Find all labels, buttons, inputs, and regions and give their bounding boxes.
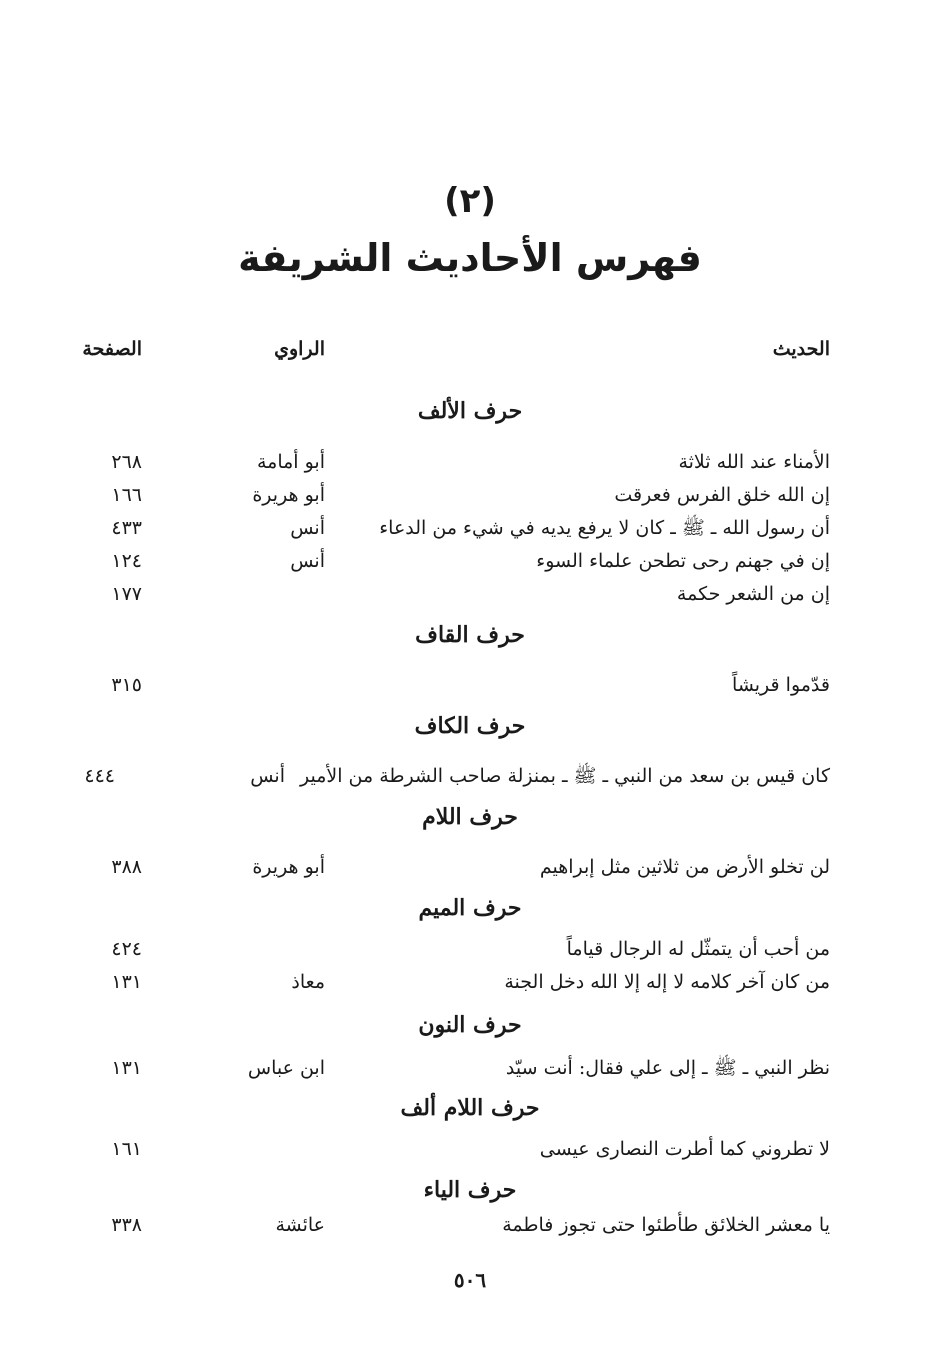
column-header-page: الصفحة <box>82 338 142 360</box>
section-heading-nun: حرف النون <box>418 1012 522 1038</box>
index-title: فهرس الأحاديث الشريفة <box>238 236 702 280</box>
page-ref: ١٧٧ <box>111 583 142 605</box>
section-heading-kaf: حرف الكاف <box>414 713 526 739</box>
column-headers <box>0 338 940 368</box>
table-row <box>0 852 940 882</box>
narrator-name: عائشة <box>275 1214 325 1236</box>
table-row <box>0 1053 940 1083</box>
table-row <box>0 967 940 997</box>
page-ref: ٤٤٤ <box>84 765 115 787</box>
narrator-name: أبو هريرة <box>252 484 325 506</box>
section-heading-lam: حرف اللام <box>422 804 518 830</box>
column-header-hadith: الحديث <box>772 338 830 360</box>
section-heading-mim: حرف الميم <box>418 895 522 921</box>
hadith-text: إن الله خلق الفرس فعرقت <box>614 484 830 506</box>
column-header-narrator: الراوي <box>274 338 325 360</box>
page-ref: ١٣١ <box>111 971 142 993</box>
section-heading-lam-alif: حرف اللام ألف <box>400 1095 540 1121</box>
hadith-text: إن من الشعر حكمة <box>676 583 830 605</box>
hadith-text: لا تطروني كما أطرت النصارى عيسى <box>539 1138 830 1160</box>
hadith-text: نظر النبي ـ ﷺ ـ إلى علي فقال: أنت سيّد <box>505 1057 830 1079</box>
page-ref: ٢٦٨ <box>111 451 142 473</box>
table-row <box>0 1210 940 1240</box>
section-heading-ya: حرف الياء <box>423 1177 517 1203</box>
narrator-name: أنس <box>290 550 325 572</box>
page-ref: ٣١٥ <box>111 674 142 696</box>
table-row <box>0 480 940 510</box>
table-row <box>0 1134 940 1164</box>
narrator-name: أبو هريرة <box>252 856 325 878</box>
footer-page-number: ٥٠٦ <box>453 1268 487 1292</box>
page-ref: ٣٣٨ <box>111 1214 142 1236</box>
table-row <box>0 934 940 964</box>
table-row <box>0 513 940 543</box>
hadith-text: أن رسول الله ـ ﷺ ـ كان لا يرفع يديه في شيء من الدعاء <box>379 517 830 539</box>
hadith-text: لن تخلو الأرض من ثلاثين مثل إبراهيم <box>539 856 830 878</box>
table-row <box>0 761 940 791</box>
hadith-text: كان قيس بن سعد من النبي ـ ﷺ ـ بمنزلة صاحب الشرطة من الأمير <box>300 765 830 787</box>
page-ref: ٣٨٨ <box>111 856 142 878</box>
page-ref: ١٢٤ <box>111 550 142 572</box>
table-row <box>0 546 940 576</box>
hadith-text: من كان آخر كلامه لا إله إلا الله دخل الجنة <box>504 971 830 993</box>
hadith-text: إن في جهنم رحى تطحن علماء السوء <box>536 550 830 572</box>
page-ref: ١٦٦ <box>111 484 142 506</box>
section-heading-alif: حرف الألف <box>417 398 523 424</box>
page-ref: ٤٣٣ <box>111 517 142 539</box>
narrator-name: معاذ <box>291 971 325 993</box>
hadith-text: يا معشر الخلائق طأطئوا حتى تجوز فاطمة <box>502 1214 830 1236</box>
table-row <box>0 579 940 609</box>
page-ref: ١٣١ <box>111 1057 142 1079</box>
narrator-name: أبو أمامة <box>256 451 325 473</box>
table-row <box>0 447 940 477</box>
hadith-text: من أحب أن يتمثّل له الرجال قياماً <box>566 938 830 960</box>
index-number: (٢) <box>444 181 496 221</box>
table-row <box>0 670 940 700</box>
page-ref: ١٦١ <box>111 1138 142 1160</box>
section-heading-qaf: حرف القاف <box>415 622 525 648</box>
hadith-text: قدّموا قريشاً <box>732 674 830 696</box>
page-ref: ٤٢٤ <box>111 938 142 960</box>
hadith-text: الأمناء عند الله ثلاثة <box>678 451 830 473</box>
narrator-name: ابن عباس <box>247 1057 325 1079</box>
narrator-name: أنس <box>290 517 325 539</box>
narrator-name: أنس <box>250 765 285 787</box>
